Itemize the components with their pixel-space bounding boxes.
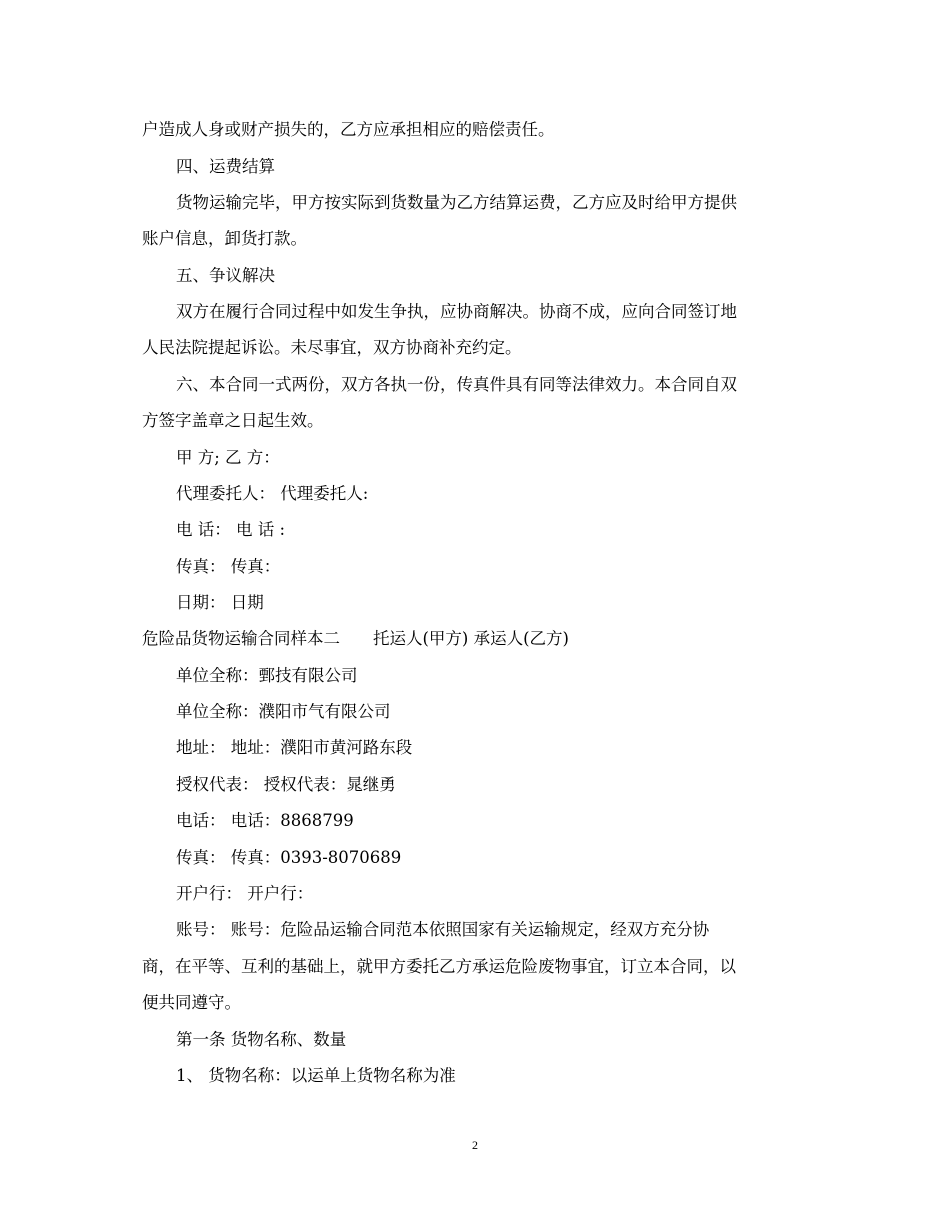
party-info-line: 地址： 地址：濮阳市黄河路东段 (176, 738, 413, 757)
body-text-line: 户造成人身或财产损失的，乙方应承担相应的赔偿责任。 (142, 120, 555, 139)
body-text-line: 双方在履行合同过程中如发生争执，应协商解决。协商不成，应向合同签订地 (176, 302, 737, 321)
section-heading: 五、争议解决 (176, 266, 275, 285)
section-heading: 第一条 货物名称、数量 (176, 1030, 347, 1049)
body-text-line: 六、本合同一式两份，双方各执一份，传真件具有同等法律效力。本合同自双 (176, 375, 737, 394)
signature-field-line: 日期： 日期 (176, 593, 264, 612)
party-info-line: 授权代表： 授权代表：晁继勇 (176, 775, 396, 794)
document-subtitle: 危险品货物运输合同样本二 托运人(甲方) 承运人(乙方) (142, 629, 569, 648)
party-info-line: 传真： 传真：0393-8070689 (176, 848, 402, 867)
body-text-line: 1、 货物名称：以运单上货物名称为准 (176, 1066, 456, 1085)
body-text-line: 人民法院提起诉讼。未尽事宜，双方协商补充约定。 (142, 338, 522, 357)
signature-field-line: 电 话： 电 话 : (176, 520, 286, 539)
body-text-line: 账号： 账号：危险品运输合同范本依照国家有关运输规定，经双方充分协 (176, 920, 710, 939)
party-info-line: 电话： 电话：8868799 (176, 811, 354, 830)
party-info-line: 单位全称：鄄技有限公司 (176, 666, 358, 685)
body-text-line: 便共同遵守。 (142, 993, 241, 1012)
body-text-line: 商，在平等、互利的基础上，就甲方委托乙方承运危险废物事宜，订立本合同，以 (142, 957, 736, 976)
body-text-line: 账户信息，卸货打款。 (142, 229, 307, 248)
signature-field-line: 甲 方; 乙 方： (176, 448, 280, 467)
signature-field-line: 传真： 传真： (176, 557, 281, 576)
body-text-line: 方签字盖章之日起生效。 (142, 411, 324, 430)
section-heading: 四、运费结算 (176, 157, 275, 176)
signature-field-line: 代理委托人： 代理委托人: (176, 484, 369, 503)
page-number: 2 (472, 1138, 478, 1152)
body-text-line: 货物运输完毕，甲方按实际到货数量为乙方结算运费，乙方应及时给甲方提供 (176, 193, 737, 212)
party-info-line: 单位全称：濮阳市气有限公司 (176, 702, 391, 721)
party-info-line: 开户行： 开户行： (176, 884, 314, 903)
